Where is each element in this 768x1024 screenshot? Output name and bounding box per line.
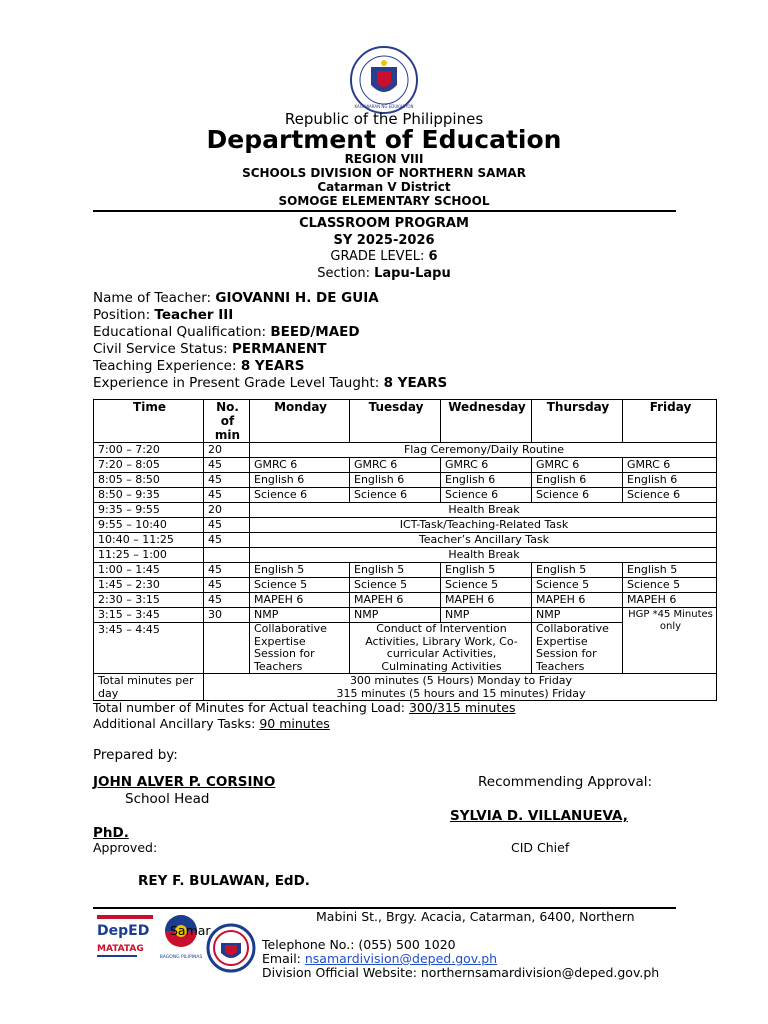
subject-cell: Science 5 — [250, 578, 350, 593]
subject-cell: Science 5 — [441, 578, 532, 593]
table-row — [94, 578, 717, 593]
bagong-pilipinas-text: BAGONG PILIPINAS — [159, 955, 203, 960]
table-row — [94, 593, 717, 608]
table-row — [94, 443, 717, 458]
subject-cell: English 5 — [532, 563, 623, 578]
deped-seal-icon — [349, 45, 419, 115]
subject-cell: English 6 — [441, 473, 532, 488]
subject-cell: GMRC 6 — [350, 458, 441, 473]
school-heading: SOMOGE ELEMENTARY SCHOOL — [278, 194, 490, 208]
time-cell: 10:40 – 11:25 — [94, 533, 204, 548]
minutes-cell: 30 — [204, 608, 250, 623]
matatag-text: MATATAG — [97, 944, 144, 954]
activity-span-cell: ICT-Task/Teaching-Related Task — [250, 518, 717, 533]
tue-wed-activity-cell: Conduct of Intervention Activities, Library Work, Co-curricular Activities, Culminating Activities — [350, 623, 532, 674]
seal-text: KAGAWARAN NG EDUKASYON — [354, 104, 414, 109]
ancillary-summary: Additional Ancillary Tasks: 90 minutes — [93, 716, 330, 731]
deped-logo-text: DepED — [97, 923, 150, 939]
activity-span-cell: Health Break — [250, 548, 717, 563]
footer-address-wrap: Samar — [170, 923, 211, 938]
division-seal-icon — [206, 923, 256, 973]
footer-address: Mabini St., Brgy. Acacia, Catarman, 6400, Northern — [316, 909, 635, 924]
minutes-cell — [204, 623, 250, 674]
subject-cell: English 6 — [532, 473, 623, 488]
subject-cell: NMP — [532, 608, 623, 623]
subject-cell: NMP — [350, 608, 441, 623]
teaching-load-summary: Total number of Minutes for Actual teaching Load: 300/315 minutes — [93, 700, 516, 715]
minutes-cell: 45 — [204, 593, 250, 608]
subject-cell: MAPEH 6 — [623, 593, 717, 608]
monday-activity-cell: Collaborative Expertise Session for Teachers — [250, 623, 350, 674]
cid-chief-suffix: PhD. — [93, 825, 129, 841]
approved-label: Approved: — [93, 840, 158, 855]
republic-heading: Republic of the Philippines — [284, 110, 484, 128]
school-head-name: JOHN ALVER P. CORSINO — [93, 774, 276, 790]
total-label-cell: Total minutes per day — [94, 674, 204, 701]
table-header-row — [94, 400, 717, 443]
email-link[interactable]: nsamardivision@deped.gov.ph — [304, 951, 498, 966]
thursday-activity-cell: Collaborative Expertise Session for Teachers — [532, 623, 623, 674]
subject-cell: Science 5 — [532, 578, 623, 593]
total-line-2: 315 minutes (5 hours and 15 minutes) Friday — [336, 687, 586, 700]
time-cell: 8:05 – 8:50 — [94, 473, 204, 488]
time-cell: 2:30 – 3:15 — [94, 593, 204, 608]
time-cell: 9:55 – 10:40 — [94, 518, 204, 533]
subject-cell: Science 6 — [532, 488, 623, 503]
time-cell: 8:50 – 9:35 — [94, 488, 204, 503]
subject-cell: MAPEH 6 — [441, 593, 532, 608]
district-heading: Catarman V District — [317, 180, 451, 194]
subject-cell: Science 6 — [250, 488, 350, 503]
minutes-cell: 45 — [204, 458, 250, 473]
teacher-civil-status: Civil Service Status: PERMANENT — [93, 341, 327, 357]
total-value-cell — [204, 674, 717, 701]
teacher-position: Position: Teacher III — [93, 307, 234, 323]
header-divider — [93, 210, 676, 212]
time-cell: 3:15 – 3:45 — [94, 608, 204, 623]
sds-name: REY F. BULAWAN, EdD. — [138, 873, 310, 889]
grade-level: GRADE LEVEL: 6 — [330, 249, 438, 264]
minutes-cell: 20 — [204, 443, 250, 458]
time-cell: 1:45 – 2:30 — [94, 578, 204, 593]
header-tuesday: Tuesday — [350, 400, 441, 443]
minutes-cell: 45 — [204, 473, 250, 488]
total-row — [94, 674, 717, 701]
subject-cell: Science 6 — [623, 488, 717, 503]
time-cell: 7:20 – 8:05 — [94, 458, 204, 473]
subject-cell: English 5 — [441, 563, 532, 578]
header-thursday: Thursday — [532, 400, 623, 443]
table-row — [94, 608, 717, 623]
minutes-cell: 45 — [204, 488, 250, 503]
minutes-cell: 45 — [204, 563, 250, 578]
teacher-qualification: Educational Qualification: BEED/MAED — [93, 324, 360, 340]
header-minutes: No. of min — [204, 400, 250, 443]
activity-span-cell: Flag Ceremony/Daily Routine — [250, 443, 717, 458]
subject-cell: English 6 — [350, 473, 441, 488]
friday-hgp-cell: HGP *45 Minutes only — [623, 608, 717, 674]
minutes-cell: 45 — [204, 533, 250, 548]
table-row — [94, 548, 717, 563]
activity-span-cell: Health Break — [250, 503, 717, 518]
subject-cell: NMP — [250, 608, 350, 623]
subject-cell: English 6 — [250, 473, 350, 488]
header-friday: Friday — [623, 400, 717, 443]
subject-cell: English 6 — [623, 473, 717, 488]
subject-cell: Science 5 — [350, 578, 441, 593]
table-row — [94, 473, 717, 488]
school-year: SY 2025-2026 — [333, 233, 435, 248]
footer-telephone: Telephone No.: (055) 500 1020 — [262, 937, 456, 952]
school-head-title: School Head — [125, 791, 210, 807]
section: Section: Lapu-Lapu — [317, 266, 451, 281]
table-row — [94, 503, 717, 518]
teacher-name: Name of Teacher: GIOVANNI H. DE GUIA — [93, 290, 379, 306]
table-row — [94, 458, 717, 473]
teacher-present-experience: Experience in Present Grade Level Taught: 8 YEARS — [93, 375, 448, 391]
activity-span-cell: Teacher’s Ancillary Task — [250, 533, 717, 548]
total-line-1: 300 minutes (5 Hours) Monday to Friday — [349, 674, 573, 687]
recommending-approval-label: Recommending Approval: — [478, 774, 653, 790]
table-row — [94, 518, 717, 533]
header-monday: Monday — [250, 400, 350, 443]
prepared-by-label: Prepared by: — [93, 747, 178, 763]
cid-chief-name: SYLVIA D. VILLANUEVA, — [450, 808, 628, 824]
subject-cell: English 5 — [350, 563, 441, 578]
deped-matatag-logo-icon — [95, 913, 155, 963]
header-wednesday: Wednesday — [441, 400, 532, 443]
subject-cell: GMRC 6 — [532, 458, 623, 473]
department-heading: Department of Education — [206, 125, 562, 154]
teacher-experience: Teaching Experience: 8 YEARS — [93, 358, 305, 374]
header-time: Time — [94, 400, 204, 443]
time-cell: 9:35 – 9:55 — [94, 503, 204, 518]
table-row — [94, 533, 717, 548]
footer-website: Division Official Website: northernsamardivision@deped.gov.ph — [262, 965, 660, 980]
table-row — [94, 488, 717, 503]
division-heading: SCHOOLS DIVISION OF NORTHERN SAMAR — [242, 166, 526, 180]
subject-cell: GMRC 6 — [623, 458, 717, 473]
subject-cell: English 5 — [623, 563, 717, 578]
program-title: CLASSROOM PROGRAM — [299, 216, 469, 231]
time-cell: 1:00 – 1:45 — [94, 563, 204, 578]
table-row — [94, 563, 717, 578]
subject-cell: MAPEH 6 — [250, 593, 350, 608]
subject-cell: GMRC 6 — [250, 458, 350, 473]
time-cell: 3:45 – 4:45 — [94, 623, 204, 674]
subject-cell: MAPEH 6 — [350, 593, 441, 608]
subject-cell: Science 6 — [441, 488, 532, 503]
region-heading: REGION VIII — [344, 152, 424, 166]
minutes-cell: 20 — [204, 503, 250, 518]
footer-email: Email: nsamardivision@deped.gov.ph — [262, 951, 498, 966]
minutes-cell: 45 — [204, 518, 250, 533]
time-cell: 11:25 – 1:00 — [94, 548, 204, 563]
time-cell: 7:00 – 7:20 — [94, 443, 204, 458]
schedule-table — [93, 399, 717, 701]
subject-cell: NMP — [441, 608, 532, 623]
subject-cell: MAPEH 6 — [532, 593, 623, 608]
subject-cell: Science 6 — [350, 488, 441, 503]
minutes-cell: 45 — [204, 578, 250, 593]
minutes-cell — [204, 548, 250, 563]
subject-cell: GMRC 6 — [441, 458, 532, 473]
subject-cell: Science 5 — [623, 578, 717, 593]
subject-cell: English 5 — [250, 563, 350, 578]
cid-chief-title: CID Chief — [511, 840, 570, 855]
